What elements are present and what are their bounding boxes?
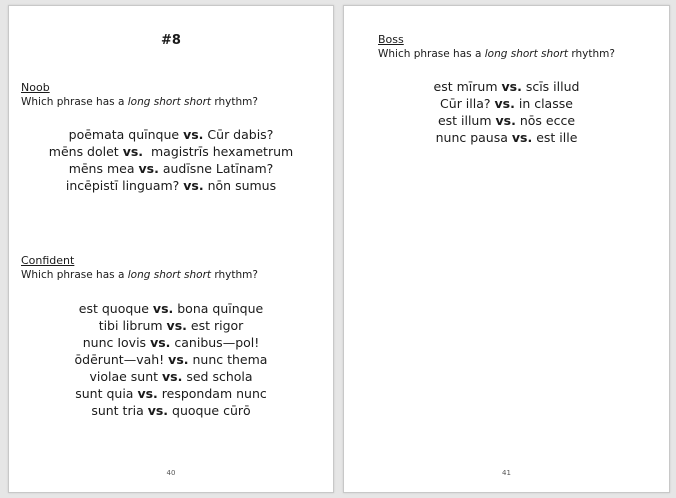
phrase-pair (9, 334, 333, 351)
phrase-a: mēns mea (68, 161, 135, 176)
question-prefix: Which phrase has a (378, 48, 485, 60)
phrase-a: tibi librum (98, 318, 163, 333)
phrase-b: nōn sumus (207, 178, 277, 193)
phrase-pair (9, 177, 333, 194)
phrase-pair (344, 112, 669, 129)
level-heading-confident: Confident (21, 254, 75, 267)
vs-label: vs. (147, 403, 169, 418)
page-number: 41 (502, 469, 511, 477)
question-prefix: Which phrase has a (21, 96, 128, 108)
phrase-pair (9, 126, 333, 143)
phrase-a: violae sunt (89, 369, 159, 384)
phrase-b: respondam nunc (161, 386, 267, 401)
vs-label: vs. (495, 113, 516, 128)
question-emphasis: long short short (484, 48, 569, 60)
question-boss (378, 48, 615, 60)
page-title: #8 (161, 33, 181, 48)
phrase-pair (344, 78, 669, 95)
phrase-b: magistrīs hexametrum (150, 144, 294, 159)
vs-label: vs. (501, 79, 522, 94)
phrase-b: nōs ecce (519, 113, 576, 128)
phrase-b: quoque cūrō (172, 403, 251, 418)
phrase-pair (9, 368, 333, 385)
phrase-b: nunc thema (192, 352, 268, 367)
phrase-a: sunt quia (75, 386, 134, 401)
vs-label: vs. (138, 161, 159, 176)
phrase-a: nunc Iovis (82, 335, 147, 350)
phrase-a: sunt tria (91, 403, 144, 418)
question-emphasis: long short short (127, 269, 212, 281)
phrase-pair (9, 317, 333, 334)
phrase-b: est rigor (190, 318, 244, 333)
phrase-pair (344, 95, 669, 112)
phrase-a: mēns dolet (48, 144, 119, 159)
phrase-b: canibus—pol! (174, 335, 260, 350)
vs-label: vs. (511, 130, 533, 145)
vs-label: vs. (150, 335, 171, 350)
phrase-b: bona quīnque (177, 301, 264, 316)
phrase-pair (9, 160, 333, 177)
phrase-pair (344, 129, 669, 146)
phrase-a: est illum (437, 113, 492, 128)
phrase-a: poēmata quīnque (68, 127, 180, 142)
phrase-a: ōdērunt—vah! (74, 352, 165, 367)
question-suffix: rhythm? (568, 48, 615, 60)
vs-label: vs. (152, 301, 174, 316)
right-page (343, 5, 670, 493)
vs-label: vs. (168, 352, 189, 367)
vs-label: vs. (494, 96, 515, 111)
vs-label: vs. (122, 144, 144, 159)
phrase-a: nunc pausa (435, 130, 508, 145)
phrase-b: sed schola (186, 369, 253, 384)
phrase-b: in classe (518, 96, 573, 111)
phrase-b: Cūr dabis? (207, 127, 274, 142)
vs-label: vs. (162, 369, 183, 384)
question-suffix: rhythm? (211, 96, 258, 108)
question-prefix: Which phrase has a (21, 269, 128, 281)
phrase-list-confident (9, 300, 333, 419)
page-number: 40 (166, 469, 176, 477)
phrase-pair (9, 300, 333, 317)
question-suffix: rhythm? (211, 269, 258, 281)
phrase-pair (9, 402, 333, 419)
left-page (8, 5, 334, 493)
question-noob (21, 96, 258, 108)
vs-label: vs. (183, 127, 204, 142)
phrase-a: est mīrum (433, 79, 498, 94)
phrase-b: scīs illud (525, 79, 580, 94)
phrase-list-boss (344, 78, 669, 146)
vs-label: vs. (137, 386, 158, 401)
phrase-b: audīsne Latīnam? (162, 161, 274, 176)
phrase-a: est quoque (78, 301, 149, 316)
level-heading-noob: Noob (21, 81, 50, 94)
phrase-pair (9, 143, 333, 160)
phrase-a: incēpistī linguam? (65, 178, 180, 193)
phrase-a: Cūr illa? (440, 96, 491, 111)
vs-label: vs. (183, 178, 204, 193)
question-emphasis: long short short (127, 96, 212, 108)
level-heading-boss: Boss (378, 33, 404, 46)
phrase-b: est ille (536, 130, 578, 145)
phrase-list-noob (9, 126, 333, 194)
vs-label: vs. (166, 318, 187, 333)
question-confident (21, 269, 258, 281)
phrase-pair (9, 351, 333, 368)
phrase-pair (9, 385, 333, 402)
